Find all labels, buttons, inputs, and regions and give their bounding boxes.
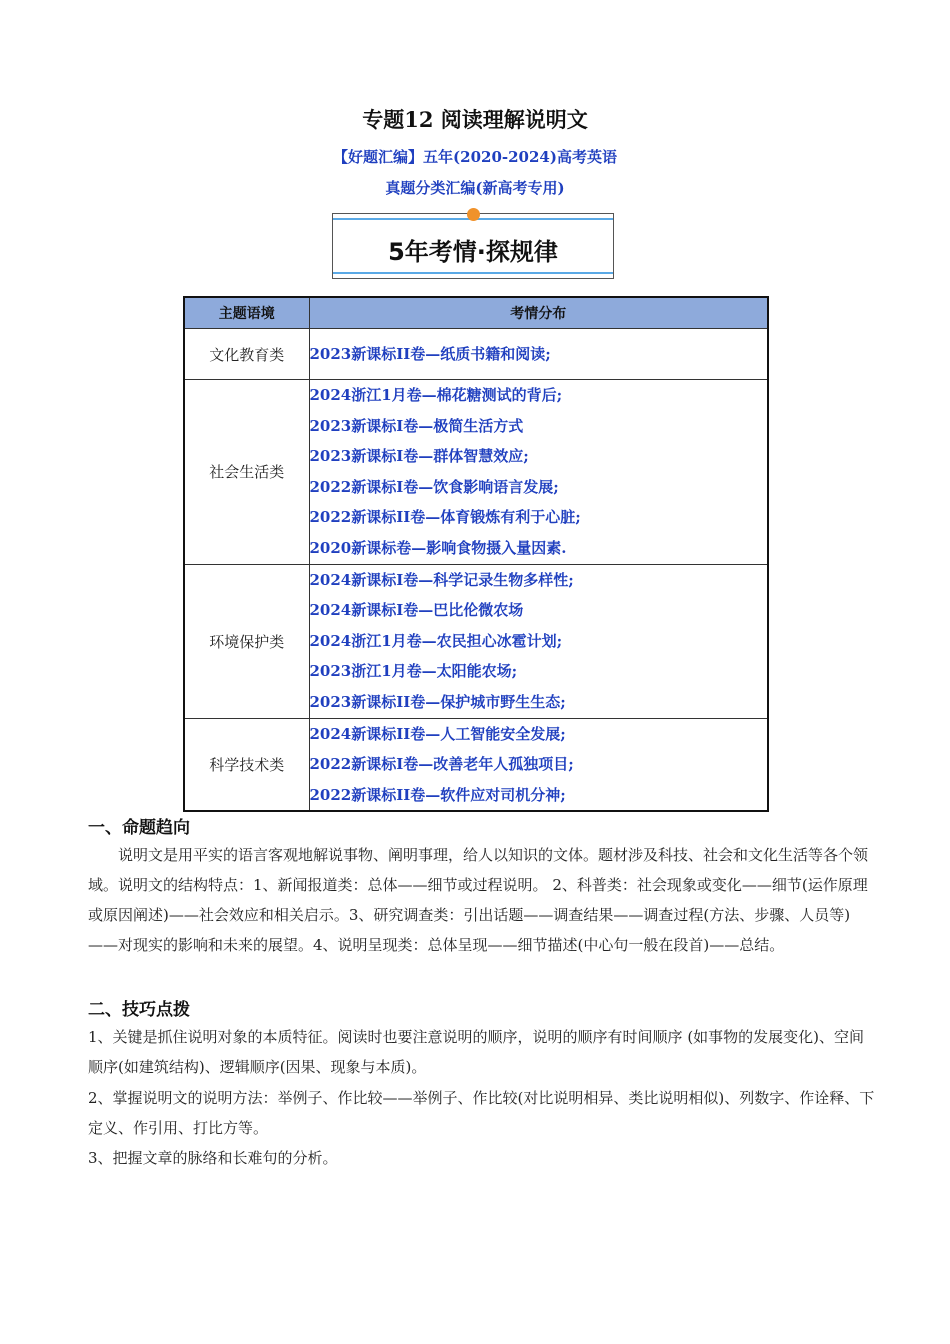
items-cell xyxy=(309,718,768,811)
banner-dot-icon xyxy=(467,208,480,221)
items-cell xyxy=(309,380,768,565)
tip-paragraph-1: 1、关键是抓住说明对象的本质特征。阅读时也要注意说明的顺序，说明的顺序有时间顺序 (如事物的发展变化)、空间顺序(如建筑结构)、逻辑顺序(因果、现象与本质)。 xyxy=(88,1028,865,1076)
category-cell: 环境保护类 xyxy=(184,564,309,718)
category-cell: 文化教育类 xyxy=(184,329,309,380)
page-title: 专题12 阅读理解说明文 xyxy=(362,107,588,132)
list-item: 2024新课标I卷—科学记录生物多样性; xyxy=(309,570,574,589)
list-item: 2022新课标I卷—饮食影响语言发展; xyxy=(309,477,559,496)
list-item: 2023新课标I卷—群体智慧效应; xyxy=(309,447,529,466)
subtitle-line-1: 【好题汇编】五年(2020-2024)高考英语 xyxy=(333,148,617,166)
exam-distribution-table xyxy=(183,296,769,812)
section-heading-tips: 二、技巧点拨 xyxy=(88,1000,190,1020)
header-theme: 主题语境 xyxy=(184,297,309,329)
subtitle-line-2: 真题分类汇编(新高考专用) xyxy=(385,179,565,197)
banner-bottom-line xyxy=(333,272,613,274)
tip-paragraph-3: 3、把握文章的脉络和长难句的分析。 xyxy=(88,1149,338,1167)
items-cell xyxy=(309,329,768,380)
list-item: 2022新课标I卷—改善老年人孤独项目; xyxy=(309,755,574,774)
list-item: 2023新课标II卷—保护城市野生生态; xyxy=(309,692,566,711)
list-item: 2023新课标II卷—纸质书籍和阅读; xyxy=(309,344,551,363)
category-cell: 社会生活类 xyxy=(184,380,309,565)
list-item: 2022新课标II卷—软件应对司机分神; xyxy=(309,785,566,804)
tip-paragraph-2: 2、掌握说明文的说明方法：举例子、作比较——举例子、作比较(对比说明相异、类比说明相似)、列数字、作诠释、下定义、作引用、打比方等。 xyxy=(88,1089,875,1137)
table-row xyxy=(184,718,768,811)
list-item: 2023浙江1月卷—太阳能农场; xyxy=(309,662,518,681)
header-distribution: 考情分布 xyxy=(309,297,768,329)
list-item: 2023新课标I卷—极简生活方式 xyxy=(309,416,524,435)
items-cell xyxy=(309,564,768,718)
section-body-trends: 说明文是用平实的语言客观地解说事物、阐明事理，给人以知识的文体。题材涉及科技、社会和文化生活等各个领域。说明文的结构特点：1、新闻报道类：总体——细节或过程说明。 2、科普类：社会现象或变化——细节(运作原理或原因阐述)——社会效应和相关启示。3、研究调查类：引出话题——调查结果——调查过程(方法、步骤、人员等)——对现实的影响和未来的展望。4、说明呈现类：总体呈现——细节描述(中心句一般在段首)——总结。 xyxy=(88,846,869,954)
list-item: 2024浙江1月卷—棉花糖测试的背后; xyxy=(309,386,563,404)
table-row xyxy=(184,380,768,565)
list-item: 2022新课标II卷—体育锻炼有利于心脏; xyxy=(309,508,581,527)
list-item: 2020新课标卷—影响食物摄入量因素. xyxy=(309,538,567,557)
table-row xyxy=(184,564,768,718)
table-row xyxy=(184,329,768,380)
section-heading-trends: 一、命题趋向 xyxy=(88,818,190,838)
category-cell: 科学技术类 xyxy=(184,718,309,811)
table-header-row xyxy=(184,297,768,329)
list-item: 2024浙江1月卷—农民担心冰雹计划; xyxy=(309,631,563,650)
banner xyxy=(332,213,614,279)
banner-text: 5年考情·探规律 xyxy=(388,238,558,266)
list-item: 2024新课标II卷—人工智能安全发展; xyxy=(309,724,566,743)
list-item: 2024新课标I卷—巴比伦微农场 xyxy=(309,601,524,620)
